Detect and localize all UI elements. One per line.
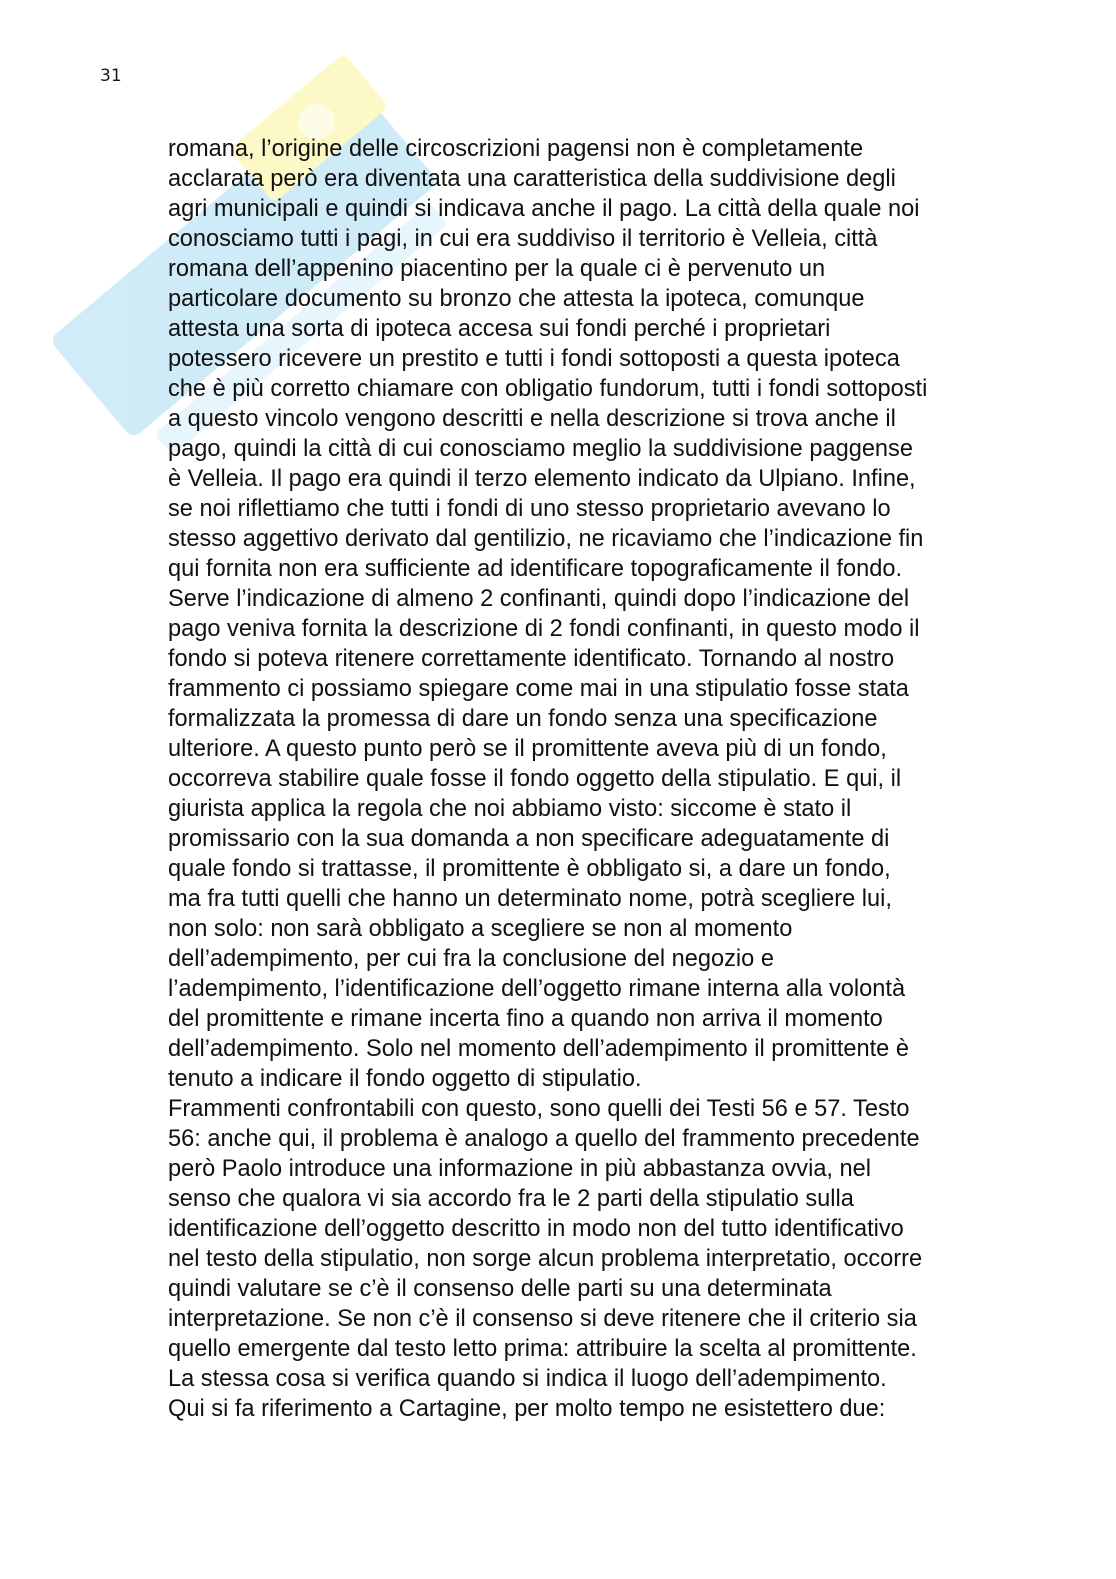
- text-line: a questo vincolo vengono descritti e nella descrizione si trova anche il: [168, 406, 896, 432]
- text-line: quale fondo si trattasse, il promittente è obbligato si, a dare un fondo,: [168, 856, 891, 882]
- text-line: nel testo della stipulatio, non sorge alcun problema interpretatio, occorre: [168, 1246, 923, 1272]
- text-line: Frammenti confrontabili con questo, sono quelli dei Testi 56 e 57. Testo: [168, 1096, 910, 1122]
- text-line: quello emergente dal testo letto prima: attribuire la scelta al promittente.: [168, 1336, 917, 1362]
- text-line: formalizzata la promessa di dare un fondo senza una specificazione: [168, 706, 878, 732]
- text-line: se noi riflettiamo che tutti i fondi di uno stesso proprietario avevano lo: [168, 496, 891, 522]
- text-line: qui fornita non era sufficiente ad identificare topograficamente il fondo.: [168, 556, 903, 582]
- body-text: [168, 134, 1018, 1424]
- text-line: acclarata però era diventata una caratteristica della suddivisione degli: [168, 166, 896, 192]
- text-line: stesso aggettivo derivato dal gentilizio, ne ricaviamo che l’indicazione fin: [168, 526, 924, 552]
- text-line: non solo: non sarà obbligato a scegliere se non al momento: [168, 916, 793, 942]
- text-line: Qui si fa riferimento a Cartagine, per molto tempo ne esistettero due:: [168, 1396, 886, 1422]
- text-line: interpretazione. Se non c’è il consenso si deve ritenere che il criterio sia: [168, 1306, 917, 1332]
- text-line: particolare documento su bronzo che attesta la ipoteca, comunque: [168, 286, 865, 312]
- text-line: dell’adempimento, per cui fra la conclusione del negozio e: [168, 946, 774, 972]
- text-line: ma fra tutti quelli che hanno un determinato nome, potrà scegliere lui,: [168, 886, 892, 912]
- text-line: identificazione dell’oggetto descritto in modo non del tutto identificativo: [168, 1216, 904, 1242]
- text-line: pago, quindi la città di cui conosciamo meglio la suddivisione paggense: [168, 436, 913, 462]
- text-line: romana dell’appenino piacentino per la quale ci è pervenuto un: [168, 256, 826, 282]
- text-line: ulteriore. A questo punto però se il promittente aveva più di un fondo,: [168, 736, 887, 762]
- text-line: frammento ci possiamo spiegare come mai in una stipulatio fosse stata: [168, 676, 909, 702]
- text-line: che è più corretto chiamare con obligatio fundorum, tutti i fondi sottoposti: [168, 376, 928, 402]
- text-line: l’adempimento, l’identificazione dell’oggetto rimane interna alla volontà: [168, 976, 906, 1002]
- text-line: La stessa cosa si verifica quando si indica il luogo dell’adempimento.: [168, 1366, 887, 1392]
- text-line: senso che qualora vi sia accordo fra le 2 parti della stipulatio sulla: [168, 1186, 854, 1212]
- text-line: conosciamo tutti i pagi, in cui era suddiviso il territorio è Velleia, città: [168, 226, 878, 252]
- text-line: romana, l’origine delle circoscrizioni pagensi non è completamente: [168, 136, 864, 162]
- text-line: promissario con la sua domanda a non specificare adeguatamente di: [168, 826, 890, 852]
- text-line: però Paolo introduce una informazione in più abbastanza ovvia, nel: [168, 1156, 872, 1182]
- text-line: quindi valutare se c’è il consenso delle parti su una determinata: [168, 1276, 832, 1302]
- text-line: del promittente e rimane incerta fino a quando non arriva il momento: [168, 1006, 883, 1032]
- text-line: pago veniva fornita la descrizione di 2 fondi confinanti, in questo modo il: [168, 616, 920, 642]
- text-line: attesta una sorta di ipoteca accesa sui fondi perché i proprietari: [168, 316, 831, 342]
- text-line: occorreva stabilire quale fosse il fondo oggetto della stipulatio. E qui, il: [168, 766, 902, 792]
- text-line: agri municipali e quindi si indicava anche il pago. La città della quale noi: [168, 196, 920, 222]
- text-line: 56: anche qui, il problema è analogo a quello del frammento precedente: [168, 1126, 920, 1152]
- text-line: dell’adempimento. Solo nel momento dell’adempimento il promittente è: [168, 1036, 909, 1062]
- page-number: 31: [100, 66, 122, 86]
- text-line: fondo si poteva ritenere correttamente identificato. Tornando al nostro: [168, 646, 895, 672]
- text-line: Serve l’indicazione di almeno 2 confinanti, quindi dopo l’indicazione del: [168, 586, 910, 612]
- text-line: potessero ricevere un prestito e tutti i fondi sottoposti a questa ipoteca: [168, 346, 900, 372]
- text-line: giurista applica la regola che noi abbiamo visto: siccome è stato il: [168, 796, 852, 822]
- text-line: tenuto a indicare il fondo oggetto di stipulatio.: [168, 1066, 642, 1092]
- text-line: è Velleia. Il pago era quindi il terzo elemento indicato da Ulpiano. Infine,: [168, 466, 916, 492]
